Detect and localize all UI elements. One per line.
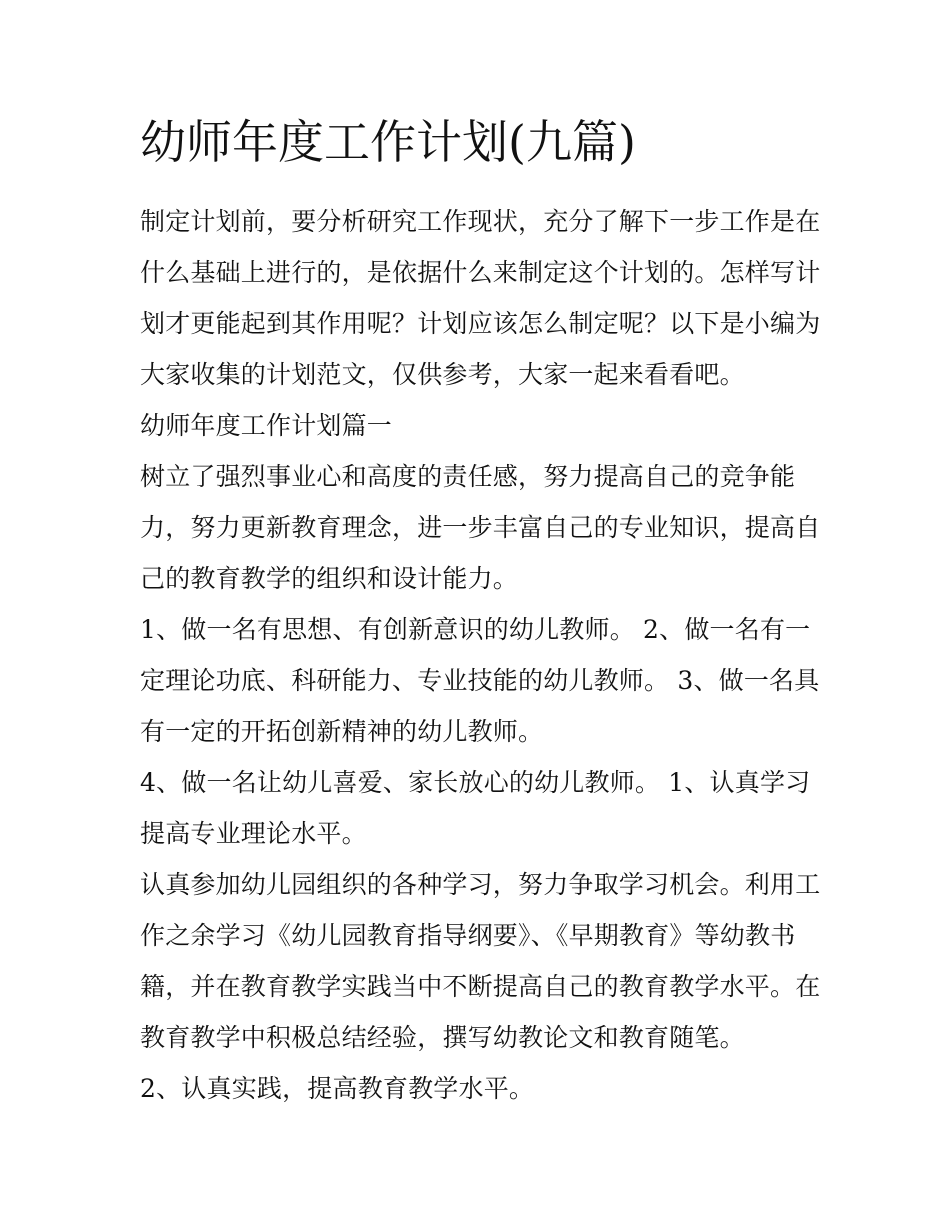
section-heading: 幼师年度工作计划篇一 [140, 411, 393, 440]
intro-line-1: 制定计划前，要分析研究工作现状，充分了解下一步工作是在 [140, 207, 821, 236]
body-line-6: 籍，并在教育教学实践当中不断提高自己的教育教学水平。在 [140, 972, 821, 1001]
body-line-4: 认真参加幼儿园组织的各种学习，努力争取学习机会。利用工 [140, 870, 821, 899]
body-line-1: 树立了强烈事业心和高度的责任感，努力提高自己的竞争能 [140, 462, 796, 491]
body-line-2: 力，努力更新教育理念，进一步丰富自己的专业知识，提高自 [140, 513, 821, 542]
body-line-3: 己的教育教学的组织和设计能力。 [140, 564, 519, 593]
list-line-2: 定理论功底、科研能力、专业技能的幼儿教师。 3、做一名具 [140, 666, 820, 695]
list-line-1: 1、做一名有思想、有创新意识的幼儿教师。 2、做一名有一 [140, 615, 811, 644]
subheading-2: 2、认真实践，提高教育教学水平。 [140, 1074, 535, 1103]
body-line-5: 作之余学习《幼儿园教育指导纲要》、《早期教育》等幼教书 [140, 921, 796, 950]
body-line-7: 教育教学中积极总结经验，撰写幼教论文和教育随笔。 [140, 1023, 745, 1052]
document-title: 幼师年度工作计划(九篇) [140, 115, 636, 169]
list-line-5: 提高专业理论水平。 [140, 819, 367, 848]
intro-line-3: 划才更能起到其作用呢？计划应该怎么制定呢？以下是小编为 [140, 309, 821, 338]
list-line-4: 4、做一名让幼儿喜爱、家长放心的幼儿教师。 1、认真学习 [140, 768, 811, 797]
intro-line-2: 什么基础上进行的，是依据什么来制定这个计划的。怎样写计 [140, 258, 821, 287]
intro-line-4: 大家收集的计划范文，仅供参考，大家一起来看看吧。 [140, 360, 745, 389]
list-line-3: 有一定的开拓创新精神的幼儿教师。 [140, 717, 544, 746]
